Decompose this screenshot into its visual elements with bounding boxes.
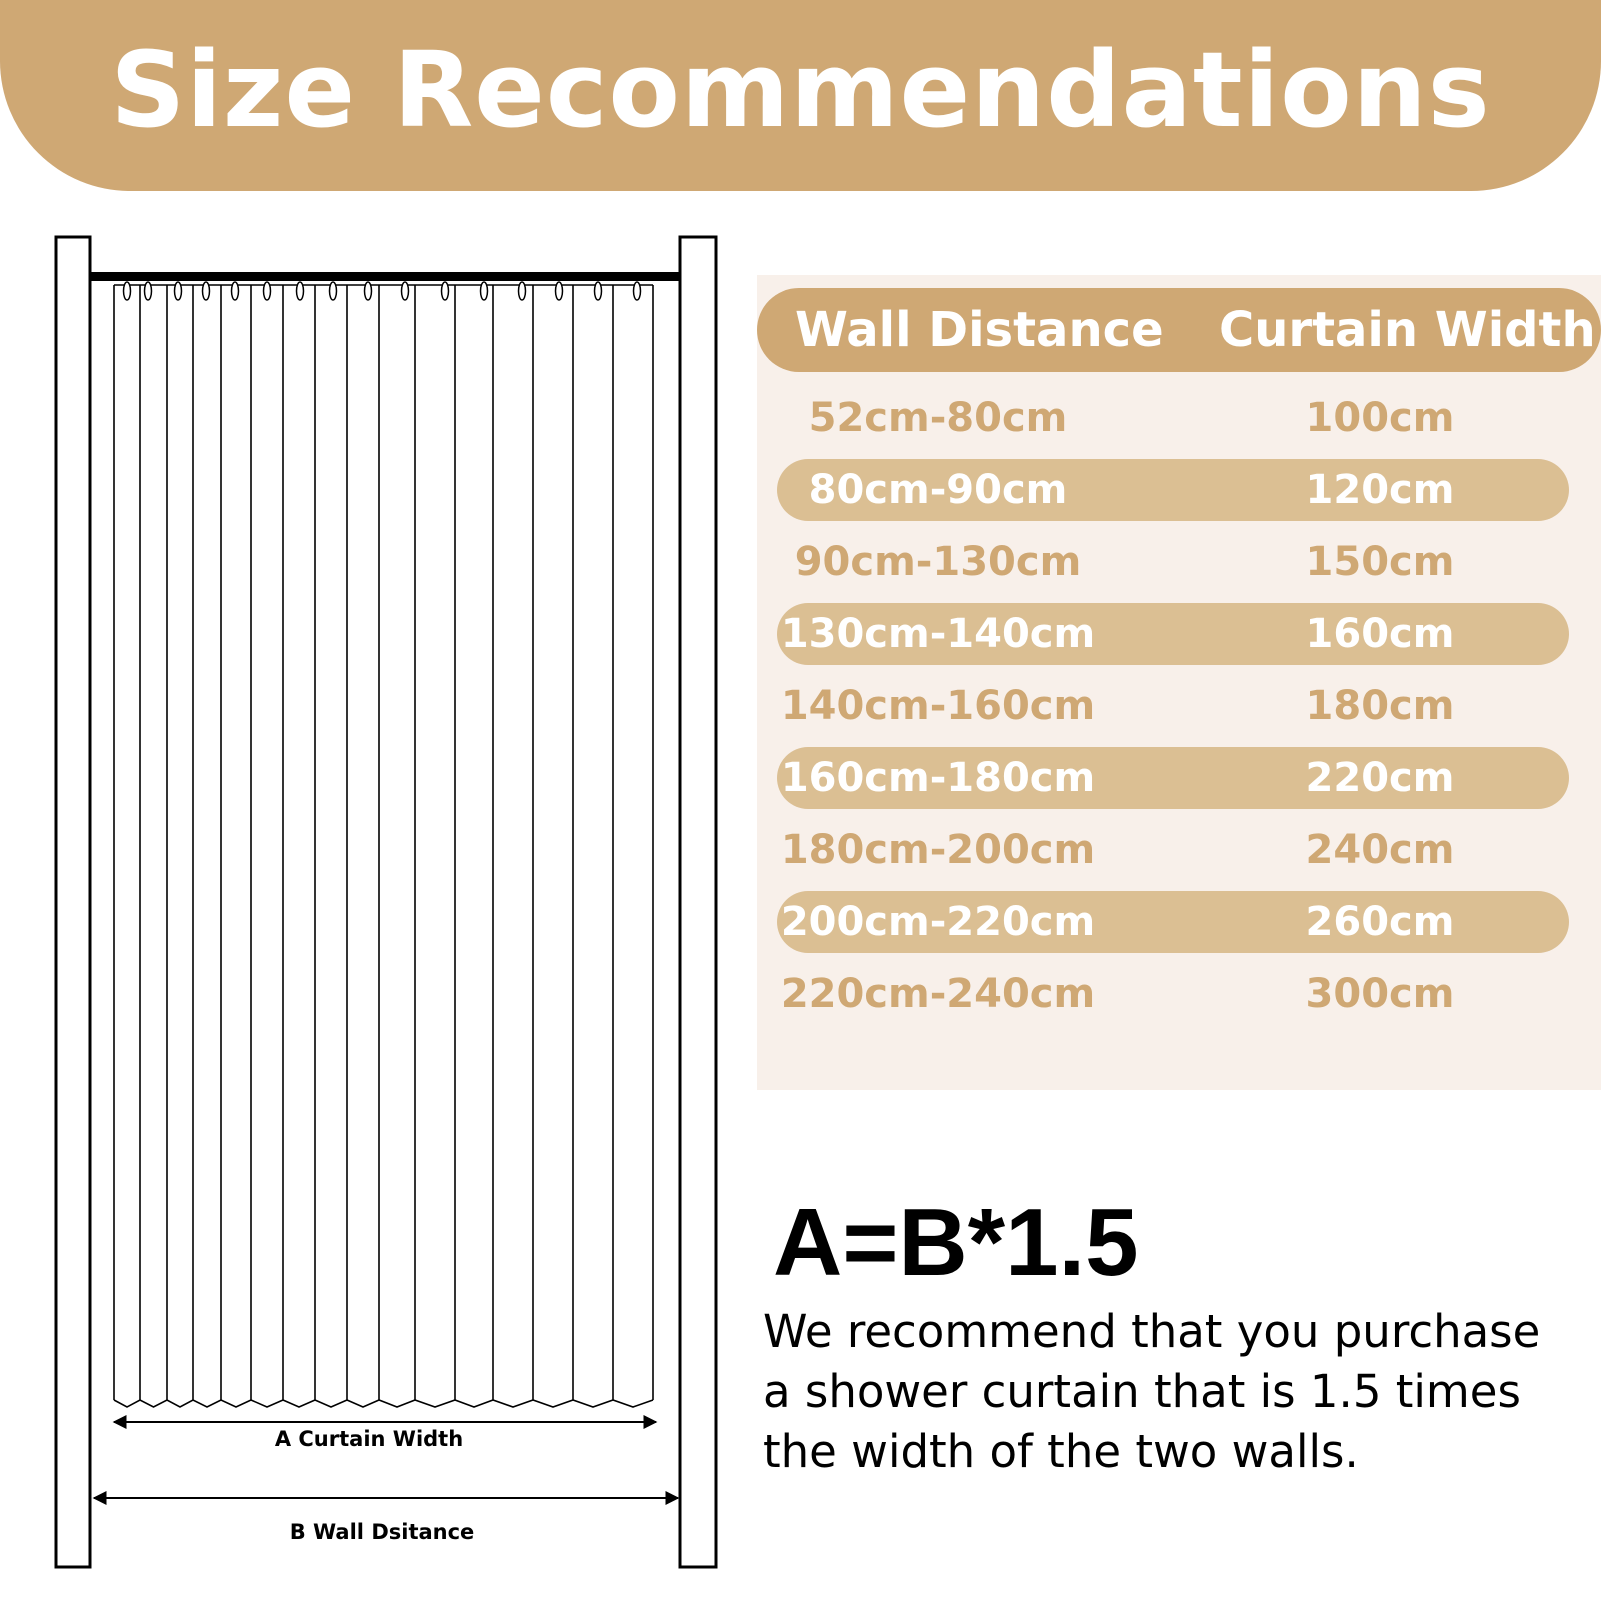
curtain-ring	[175, 282, 182, 300]
table-row	[777, 891, 1569, 953]
curtain-width-cell: 300cm	[1305, 971, 1455, 1017]
curtain-ring	[297, 282, 304, 300]
table-row	[777, 675, 1569, 737]
curtain-ring	[145, 282, 152, 300]
size-table	[757, 275, 1601, 1090]
recommendation-line: the width of the two walls.	[763, 1425, 1359, 1478]
curtain-ring	[556, 282, 563, 300]
recommendation-text	[763, 1302, 1583, 1482]
curtain-ring	[330, 282, 337, 300]
recommendation-line: a shower curtain that is 1.5 times	[763, 1365, 1521, 1418]
curtain-ring	[203, 282, 210, 300]
wall-distance-cell: 90cm-130cm	[794, 539, 1082, 585]
curtain-ring	[595, 282, 602, 300]
page-title: Size Recommendations	[110, 29, 1491, 151]
curtain-width-cell: 260cm	[1305, 899, 1455, 945]
curtain-width-cell: 150cm	[1305, 539, 1455, 585]
wall-distance-label: B Wall Dsitance	[289, 1520, 475, 1544]
left-wall	[56, 237, 90, 1567]
wall-distance-cell: 130cm-140cm	[780, 611, 1096, 657]
curtain-ring	[481, 282, 488, 300]
right-wall	[680, 237, 716, 1567]
wall-distance-cell: 140cm-160cm	[780, 683, 1096, 729]
curtain-width-label: A Curtain Width	[274, 1427, 464, 1451]
curtain-width-cell: 120cm	[1305, 467, 1455, 513]
table-row	[777, 603, 1569, 665]
curtain-ring	[442, 282, 449, 300]
curtain-ring	[634, 282, 641, 300]
wall-distance-cell: 180cm-200cm	[780, 827, 1096, 873]
curtain-width-cell: 160cm	[1305, 611, 1455, 657]
header-curtain-width: Curtain Width	[1219, 302, 1596, 358]
curtain	[114, 282, 653, 1407]
curtain-ring	[402, 282, 409, 300]
curtain-width-cell: 180cm	[1305, 683, 1455, 729]
curtain-ring	[124, 282, 131, 300]
formula: A=B*1.5	[773, 1189, 1139, 1296]
table-row	[777, 387, 1569, 449]
recommendation-line: We recommend that you purchase	[763, 1305, 1541, 1358]
curtain-ring	[365, 282, 372, 300]
curtain-ring	[519, 282, 526, 300]
curtain-hem	[114, 1400, 653, 1407]
curtain-ring	[232, 282, 239, 300]
table-row	[777, 819, 1569, 881]
table-row	[777, 459, 1569, 521]
wall-distance-cell: 80cm-90cm	[808, 467, 1068, 513]
header-wall-distance: Wall Distance	[795, 302, 1164, 358]
wall-distance-cell: 200cm-220cm	[780, 899, 1096, 945]
wall-distance-cell: 220cm-240cm	[780, 971, 1096, 1017]
curtain-diagram	[0, 0, 740, 1601]
wall-distance-cell: 52cm-80cm	[808, 395, 1068, 441]
table-row	[777, 747, 1569, 809]
curtain-width-cell: 220cm	[1305, 755, 1455, 801]
wall-distance-cell: 160cm-180cm	[780, 755, 1096, 801]
curtain-ring	[264, 282, 271, 300]
curtain-width-cell: 240cm	[1305, 827, 1455, 873]
table-row	[777, 963, 1569, 1025]
curtain-width-cell: 100cm	[1305, 395, 1455, 441]
table-row	[777, 531, 1569, 593]
table-header	[757, 288, 1601, 372]
curtain-rod	[90, 272, 680, 281]
